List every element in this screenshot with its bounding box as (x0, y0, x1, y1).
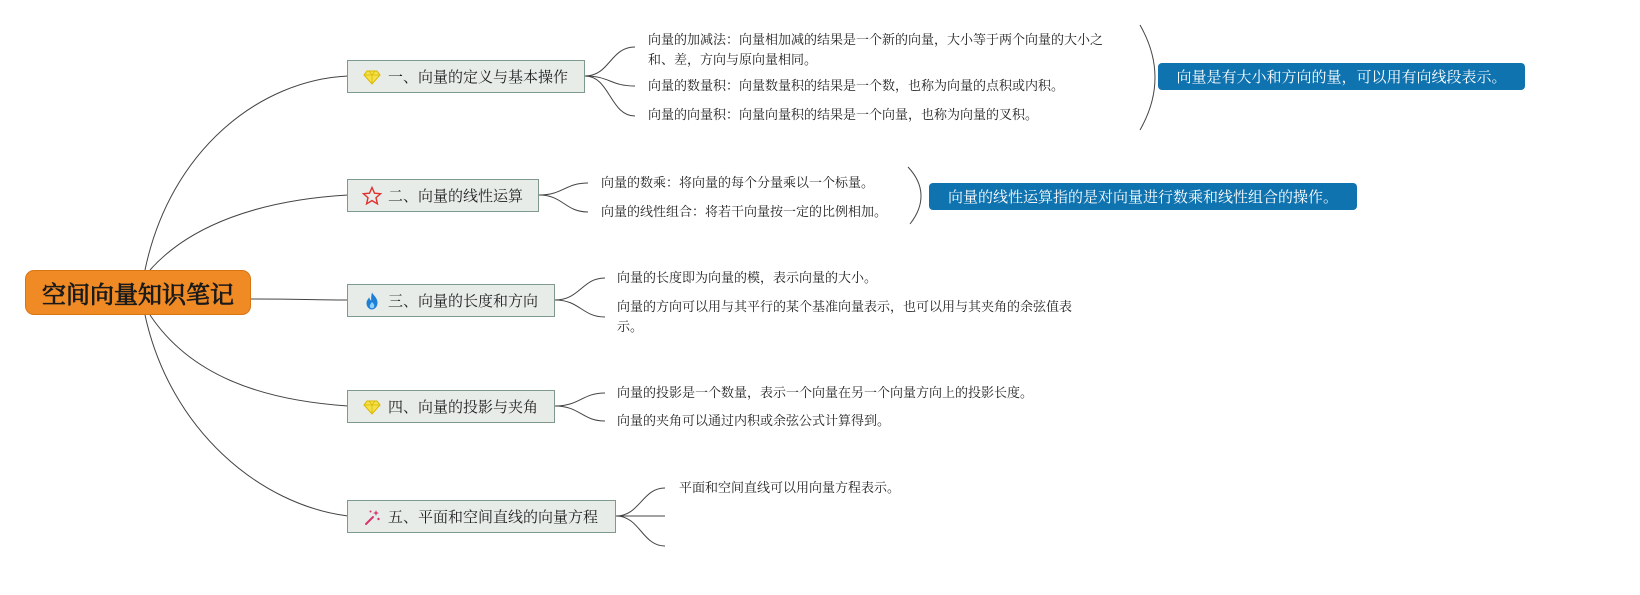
leaf-1-3[interactable]: 向量的向量积：向量向量积的结果是一个向量，也称为向量的叉积。 (648, 108, 1039, 123)
topic-label-3: 三、向量的长度和方向 (388, 292, 539, 310)
topic-node-1[interactable] (347, 60, 585, 93)
summary-brace-1 (1140, 25, 1155, 130)
leaf-3-2[interactable]: 向量的方向可以用与其平行的某个基准向量表示，也可以用与其夹角的余弦值表示。 (617, 300, 1073, 335)
sparkle-icon (362, 507, 382, 527)
topic2-link-a (539, 183, 588, 195)
topic4-link-b (555, 406, 605, 421)
leaf-5-1[interactable]: 平面和空间直线可以用向量方程表示。 (679, 481, 901, 496)
root-link-1 (145, 76, 348, 270)
topic5-link-c (616, 516, 665, 546)
root-link-3 (251, 299, 348, 300)
star-icon (362, 186, 382, 206)
topic2-link-b (539, 195, 588, 212)
topic1-link-a (585, 47, 635, 76)
leaf-2-2[interactable]: 向量的线性组合：将若干向量按一定的比例相加。 (601, 205, 888, 220)
topic-label-1: 一、向量的定义与基本操作 (388, 68, 569, 86)
gem-icon (362, 67, 382, 87)
root-link-2 (150, 195, 348, 270)
topic1-link-c (585, 76, 635, 116)
topic-node-5[interactable] (347, 500, 616, 533)
fire-icon (362, 291, 382, 311)
leaf-4-1[interactable]: 向量的投影是一个数量，表示一个向量在另一个向量方向上的投影长度。 (617, 386, 1034, 401)
leaf-4-2[interactable]: 向量的夹角可以通过内积或余弦公式计算得到。 (617, 414, 891, 429)
root-label: 空间向量知识笔记 (42, 281, 234, 309)
leaf-1-1[interactable]: 向量的加减法：向量相加减的结果是一个新的向量，大小等于两个向量的大小之和、差，方向与原向量相同。 (648, 33, 1104, 68)
topic2-link-c (908, 167, 921, 224)
topic-label-2: 二、向量的线性运算 (388, 187, 524, 205)
leaf-2-1[interactable]: 向量的数乘：将向量的每个分量乘以一个标量。 (601, 176, 875, 191)
topic-label-4: 四、向量的投影与夹角 (388, 398, 539, 416)
topic5-link-a (616, 488, 665, 516)
topic3-link-a (555, 278, 605, 300)
summary-label-1: 向量是有大小和方向的量，可以用有向线段表示。 (1176, 68, 1507, 86)
summary-1[interactable] (1158, 63, 1525, 90)
topic-node-4[interactable] (347, 390, 555, 423)
gem-icon (362, 397, 382, 417)
root-node[interactable] (25, 270, 251, 315)
leaf-3-1[interactable]: 向量的长度即为向量的模，表示向量的大小。 (617, 271, 878, 286)
summary-label-2: 向量的线性运算指的是对向量进行数乘和线性组合的操作。 (947, 188, 1338, 206)
topic-label-5: 五、平面和空间直线的向量方程 (388, 508, 599, 526)
topic4-link-a (555, 393, 605, 406)
topic-node-3[interactable] (347, 284, 555, 317)
leaf-1-2[interactable]: 向量的数量积：向量数量积的结果是一个数，也称为向量的点积或内积。 (648, 79, 1065, 94)
topic-node-2[interactable] (347, 179, 539, 212)
root-link-4 (150, 315, 348, 406)
topic3-link-b (555, 300, 605, 317)
summary-2[interactable] (929, 183, 1357, 210)
